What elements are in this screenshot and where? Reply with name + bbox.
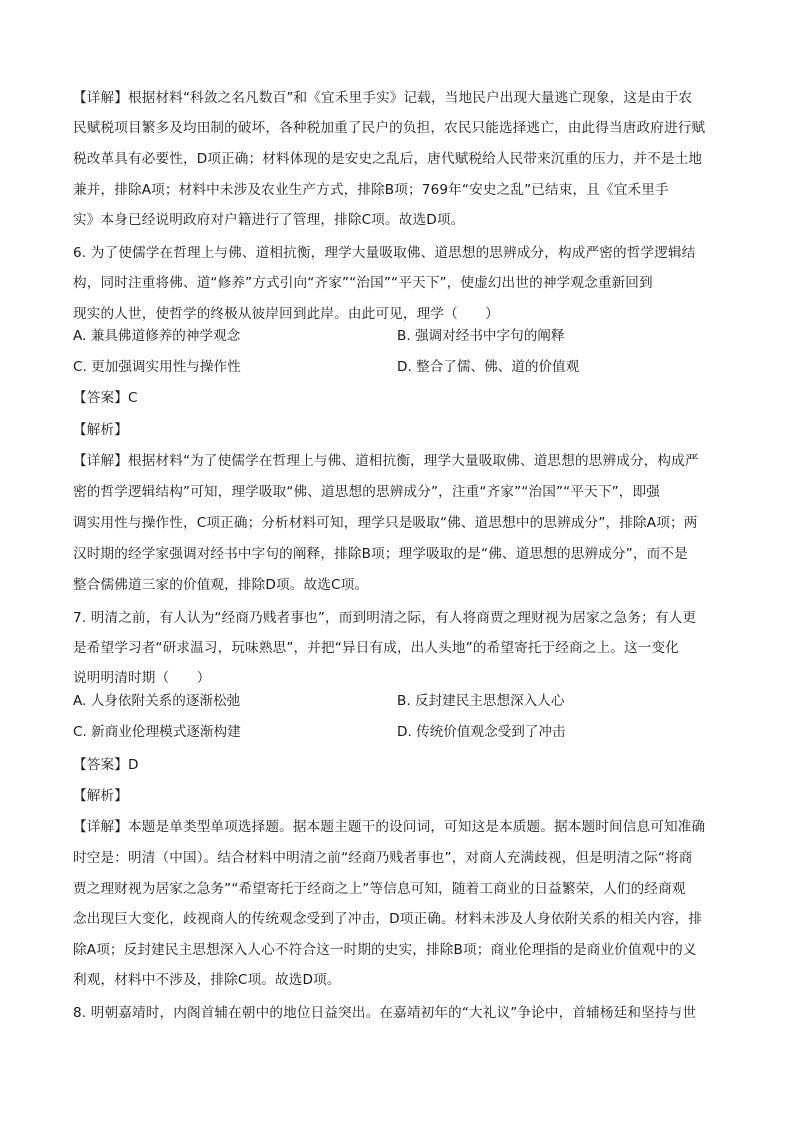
detail-line: 除A项；反封建民主思想深入人心不符合这一时期的史实，排除B项；商业伦理指的是商业价值观中的义 [73, 942, 697, 958]
question-7-stem: 7. 明清之前，有人认为“经商乃贱者事也”，而到明清之际，有人将商贾之理财视为居家之急务；有人更 [73, 610, 697, 626]
detail-line: 时空是：明清（中国）。结合材料中明清之前“经商乃贱者事也”，对商人充满歧视，但是明清之际“将商 [73, 850, 693, 866]
detail-line: 利观，材料中不涉及，排除C项。故选D项。 [73, 972, 341, 988]
detail-line: 密的哲学逻辑结构”可知，理学吸取“佛、道思想的思辨成分”，注重“齐家”“治国”“平天下”，即强 [73, 484, 660, 500]
option-b: B. 强调对经书中字句的阐释 [397, 328, 565, 344]
option-a: A. 人身依附关系的逐渐松弛 [73, 693, 241, 709]
option-c: C. 新商业伦理模式逐渐构建 [73, 724, 241, 740]
paragraph-line: 税改革具有必要性，D项正确；材料体现的是安史之乱后，唐代赋税给人民带来沉重的压力，并不是土地 [73, 151, 703, 167]
question-6-stem: 构，同时注重将佛、道“修养”方式引向“齐家”“治国”“平天下”，使虚幻出世的神学观念重新回到 [73, 275, 653, 291]
detail-line: 【详解】本题是单类型单项选择题。据本题主题干的设问词，可知这是本质题。据本题时间信息可知准确 [73, 819, 706, 835]
detail-line: 汉时期的经学家强调对经书中字句的阐释，排除B项；理学吸取的是“佛、道思想的思辨成分”，而不是 [73, 546, 688, 562]
option-d: D. 传统价值观念受到了冲击 [397, 724, 566, 740]
analysis-label: 【解析】 [73, 788, 128, 804]
question-8-stem: 8. 明朝嘉靖时，内阁首辅在朝中的地位日益突出。在嘉靖初年的“大礼议”争论中，首辅杨廷和坚持与世 [73, 1005, 697, 1021]
option-a: A. 兼具佛道修养的神学观念 [73, 328, 241, 344]
detail-line: 【详解】根据材料“为了使儒学在哲理上与佛、道相抗衡，理学大量吸取佛、道思想的思辨成分，构成严 [73, 453, 699, 469]
paragraph-line: 实》本身已经说明政府对户籍进行了管理，排除C项。故选D项。 [73, 212, 465, 228]
question-7-stem: 是希望学习者“研求温习，玩味熟思”，并把“异日有成，出人头地”的希望寄托于经商之上。这一变化 [73, 640, 680, 656]
detail-line: 念出现巨大变化，歧视商人的传统观念受到了冲击，D项正确。材料未涉及人身依附关系的相关内容，排 [73, 911, 703, 927]
analysis-label: 【解析】 [73, 422, 128, 438]
paragraph-line: 兼并，排除A项；材料中未涉及农业生产方式，排除B项；769年“安史之乱”已结束，且《宜禾里手 [73, 182, 669, 198]
paragraph-line: 【详解】根据材料“科敛之名凡数百”和《宜禾里手实》记载，当地民户出现大量逃亡现象，这是由于农 [73, 90, 693, 106]
detail-line: 贾之理财视为居家之急务”“希望寄托于经商之上”等信息可知，随着工商业的日益繁荣，人们的经商观 [73, 881, 686, 897]
paragraph-line: 民赋税项目繁多及均田制的破坏，各种税加重了民户的负担，农民只能选择逃亡，由此得当唐政府进行赋 [73, 120, 706, 136]
answer-label: 【答案】C [73, 390, 138, 406]
question-6-stem: 6. 为了使儒学在哲理上与佛、道相抗衡，理学大量吸取佛、道思想的思辨成分，构成严密的哲学逻辑结 [73, 245, 696, 261]
option-c: C. 更加强调实用性与操作性 [73, 359, 241, 375]
answer-label: 【答案】D [73, 757, 139, 773]
question-6-stem: 现实的人世，使哲学的终极从彼岸回到此岸。由此可见，理学（ ） [73, 306, 500, 322]
option-b: B. 反封建民主思想深入人心 [397, 693, 565, 709]
detail-line: 调实用性与操作性，C项正确；分析材料可知，理学只是吸取“佛、道思想中的思辨成分”，排除A项；两 [73, 515, 698, 531]
question-7-stem: 说明明清时期（ ） [73, 670, 211, 686]
detail-line: 整合儒佛道三家的价值观，排除D项。故选C项。 [73, 577, 369, 593]
option-d: D. 整合了儒、佛、道的价值观 [397, 359, 580, 375]
